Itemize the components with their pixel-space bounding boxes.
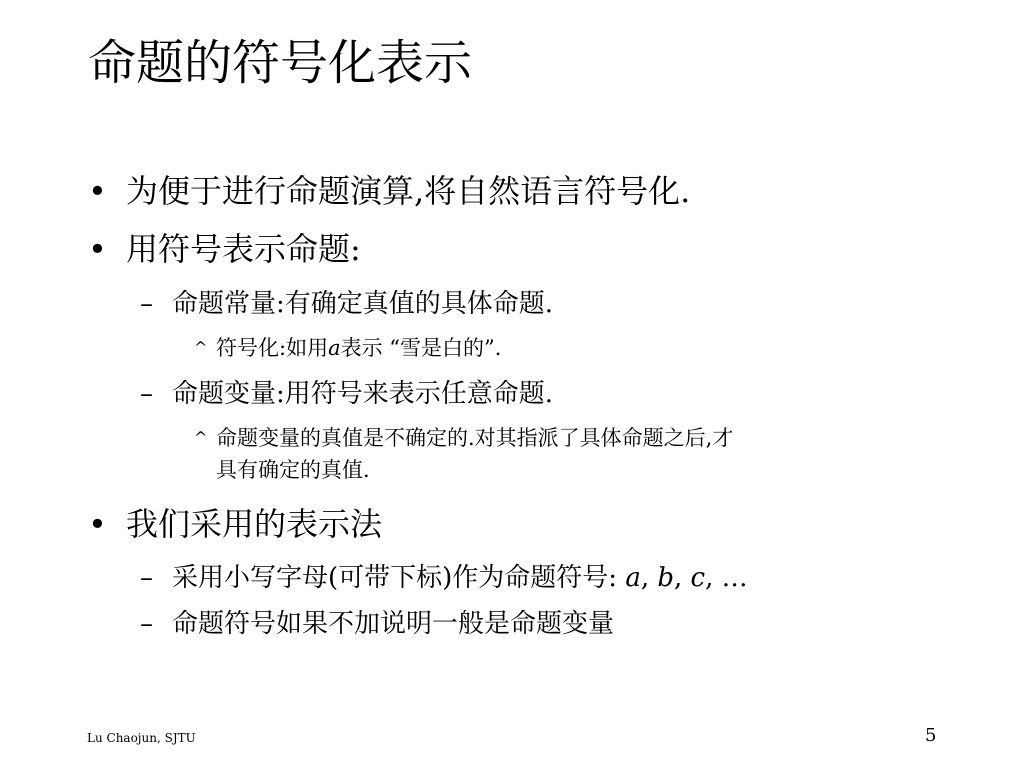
bullet-text: 用符号表示命题: (126, 230, 361, 268)
variable-a: a (328, 336, 341, 360)
dash-marker: – (140, 289, 153, 319)
slide-title: 命题的符号化表示 (88, 35, 473, 91)
bullet-marker: • (88, 172, 107, 210)
sub-bullet-text (172, 561, 748, 595)
sub-bullet-text: 命题符号如果不加说明一般是命题变量 (172, 609, 615, 639)
ellipsis: , … (705, 563, 748, 593)
bullet-marker: • (88, 505, 107, 543)
caret-marker: ^ (194, 338, 208, 357)
sub-sub-bullet-text: 具有确定的真值. (216, 458, 370, 482)
page-number: 5 (925, 725, 937, 746)
separator: , (674, 563, 691, 593)
footer-author: Lu Chaojun, SJTU (87, 731, 196, 745)
separator: , (640, 563, 658, 593)
sub-bullet-text: 命题变量:用符号来表示任意命题. (172, 379, 554, 409)
sub-sub-bullet-text (216, 334, 501, 362)
variable-c: c (690, 563, 706, 593)
text-segment: 采用小写字母(可带下标)作为命题符号: (172, 563, 626, 593)
dash-marker: – (140, 609, 153, 639)
bullet-marker: • (88, 230, 107, 268)
bullet-text: 我们采用的表示法 (126, 505, 383, 543)
sub-sub-bullet-text: 命题变量的真值是不确定的.对其指派了具体命题之后,才 (216, 426, 734, 450)
sub-bullet-text: 命题常量:有确定真值的具体命题. (172, 289, 554, 319)
dash-marker: – (140, 563, 153, 593)
variable-b: b (657, 563, 675, 593)
variable-a: a (625, 563, 641, 593)
text-segment: 符号化:如用 (216, 336, 329, 360)
caret-marker: ^ (194, 428, 208, 447)
dash-marker: – (140, 379, 153, 409)
bullet-text: 为便于进行命题演算,将自然语言符号化. (126, 172, 691, 210)
text-segment: 表示 “雪是白的”. (340, 336, 502, 360)
